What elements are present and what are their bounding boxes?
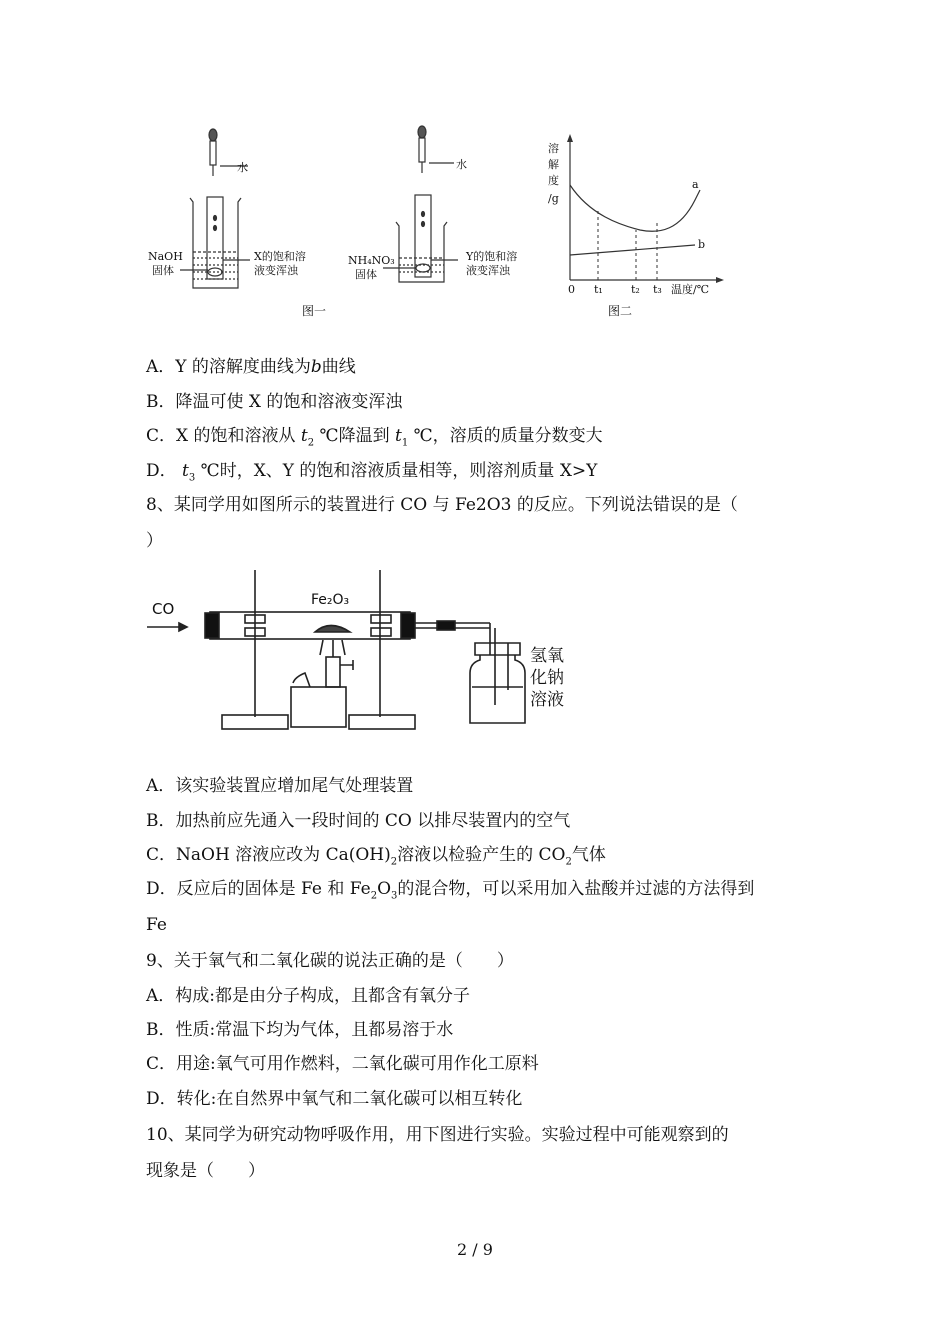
q8-stem-line2: ）	[146, 531, 163, 551]
ylabel-char-4: /g	[548, 192, 559, 205]
q7-option-b: B．降温可使 X 的饱和溶液变浑浊	[146, 392, 403, 412]
xlabel: 温度/℃	[671, 283, 710, 296]
water-label-left: 水	[237, 161, 248, 174]
nh4no3-label-2: 固体	[355, 268, 377, 281]
q8-option-a: A．该实验装置应增加尾气处理装置	[146, 776, 414, 796]
tick-t3: t₃	[653, 283, 662, 296]
tick-t1: t₁	[594, 283, 603, 296]
q8-stem-line1: 8、某同学用如图所示的装置进行 CO 与 Fe2O3 的反应。下列说法错误的是（	[146, 495, 738, 515]
series-a-label: a	[692, 178, 699, 191]
q9-option-c: C．用途:氧气可用作燃料，二氧化碳可用作化工原料	[146, 1054, 539, 1074]
figure-caption-2: 图二	[608, 304, 633, 318]
q9-option-b: B．性质:常温下均为气体，且都易溶于水	[146, 1020, 454, 1040]
solubility-chart	[540, 130, 730, 300]
x-axis-arrow-icon	[716, 277, 724, 283]
q7-option-a: A．Y 的溶解度曲线为b曲线	[146, 357, 356, 377]
page-number: 2 / 9	[457, 1240, 493, 1259]
beaker-right-icon	[383, 195, 458, 282]
curve-b	[570, 245, 695, 255]
co-fe2o3-apparatus	[145, 565, 595, 745]
q8-option-d-line2: Fe	[146, 915, 167, 935]
nh4no3-label-1: NH₄NO₃	[348, 254, 395, 267]
y-solution-label-2: 液变浑浊	[466, 264, 510, 277]
q10-stem-line1: 10、某同学为研究动物呼吸作用，用下图进行实验。实验过程中可能观察到的	[146, 1125, 729, 1145]
fe2o3-label: Fe₂O₃	[311, 592, 350, 608]
q9-stem: 9、关于氧气和二氧化碳的说法正确的是（ ）	[146, 951, 514, 971]
co-label: CO	[152, 600, 175, 618]
tick-t2: t₂	[631, 283, 640, 296]
naoh-solution-label: 氢氧 化钠 溶液	[530, 646, 564, 710]
q7-option-c: C．X 的饱和溶液从 $t_2$ ℃降温到 $t_1$ ℃，溶质的质量分数变大	[146, 426, 603, 449]
naoh-label-2: 固体	[152, 264, 174, 277]
q9-option-d: D．转化:在自然界中氧气和二氧化碳可以相互转化	[146, 1089, 523, 1109]
beaker-left-icon	[180, 197, 250, 288]
ylabel-char-3: 度	[548, 174, 559, 187]
q8-option-c: C．NaOH 溶液应改为 $Ca(OH)_2$溶液以检验产生的 $CO_2$气体	[146, 845, 606, 868]
naoh-label-1: NaOH	[148, 250, 183, 263]
q8-option-d: D．反应后的固体是 Fe 和 $Fe_2O_3$的混合物，可以采用加入盐酸并过滤的方法得到	[146, 879, 755, 902]
q8-option-b: B．加热前应先通入一段时间的 CO 以排尽装置内的空气	[146, 811, 571, 831]
water-label-right: 水	[456, 158, 467, 171]
figure-caption-1: 图一	[302, 304, 327, 318]
y-solution-label-1: Y的饱和溶	[466, 250, 518, 263]
q10-stem-line2: 现象是（ ）	[146, 1161, 265, 1181]
origin-label: 0	[568, 283, 575, 296]
q9-option-a: A．构成:都是由分子构成，且都含有氧分子	[146, 986, 471, 1006]
ylabel-char-2: 解	[548, 158, 559, 171]
ylabel-char-1: 溶	[548, 142, 559, 155]
q7-option-d: D． $t_3$ ℃时，X、Y 的饱和溶液质量相等，则溶剂质量 X>Y	[146, 461, 598, 484]
x-solution-label-2: 液变浑浊	[254, 264, 298, 277]
dropper-right-icon	[418, 126, 454, 173]
y-axis-arrow-icon	[567, 134, 573, 142]
series-b-label: b	[698, 238, 706, 251]
curve-a	[570, 185, 700, 231]
x-solution-label-1: X的饱和溶	[254, 250, 306, 263]
